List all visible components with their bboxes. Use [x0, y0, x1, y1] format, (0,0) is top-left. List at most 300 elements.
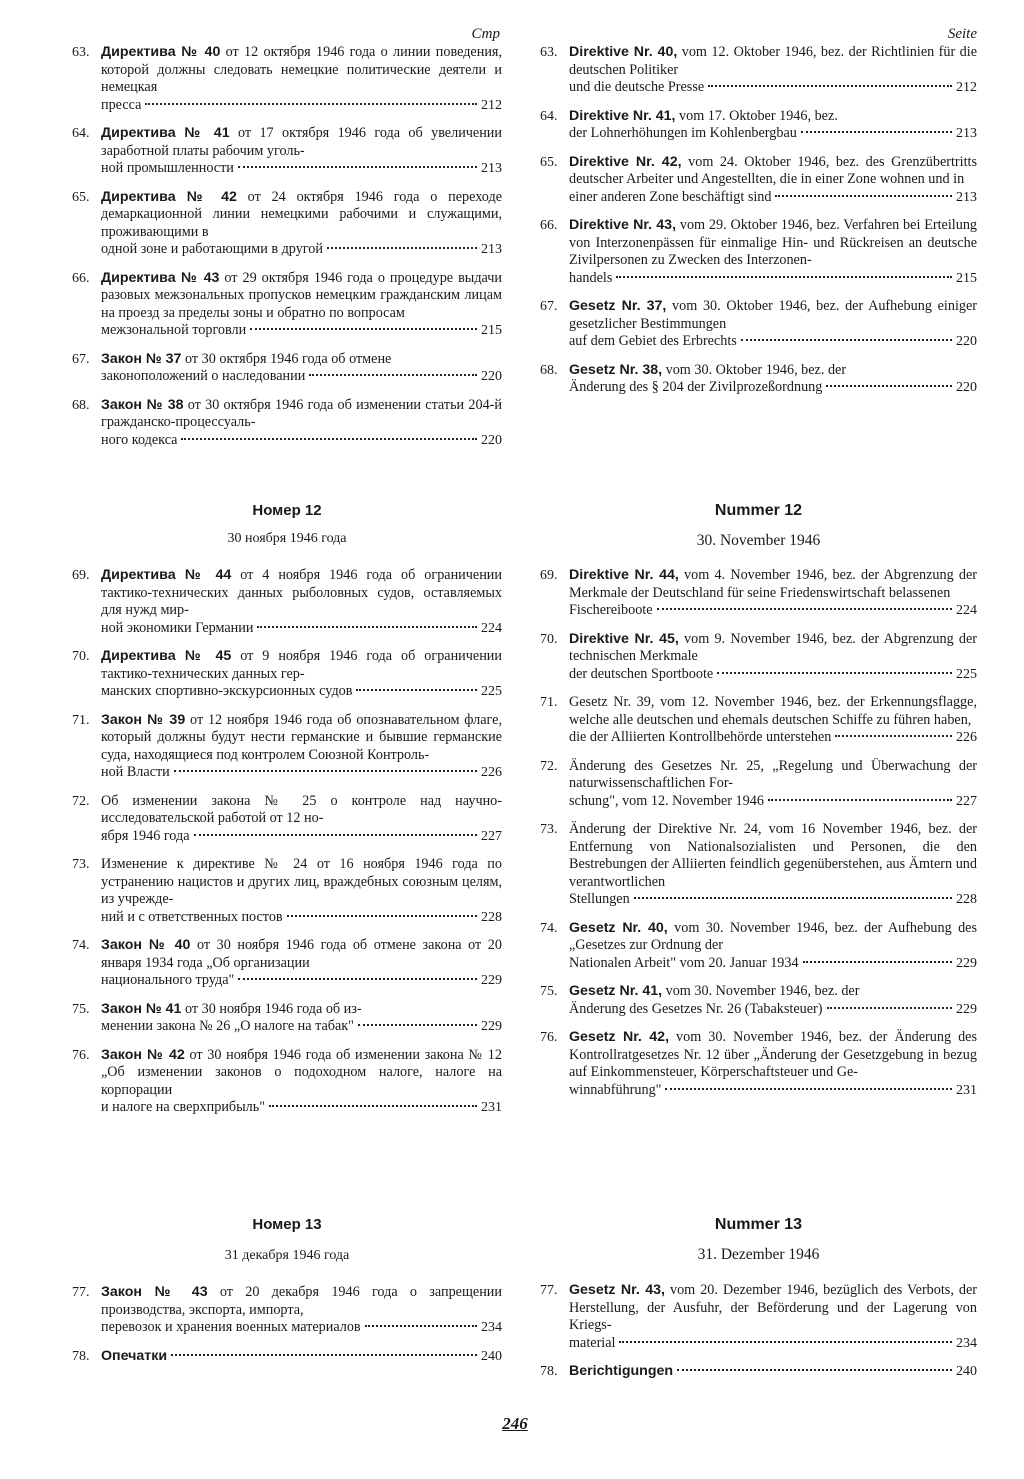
entry-page-number: 240	[956, 1364, 977, 1379]
entry-body: Об изменении закона № 25 о контроле над научно-исследовательской работой от 12 но-	[101, 792, 502, 826]
toc-entry	[540, 920, 977, 973]
entry-tail	[569, 891, 630, 909]
entry-text	[101, 270, 502, 340]
entry-body-wrap	[569, 694, 977, 728]
entry-tail	[101, 1319, 361, 1337]
toc-entry	[72, 567, 502, 637]
entry-tail-text: манских спортивно-экскурсионных судов	[101, 683, 353, 699]
entry-body-wrap	[101, 937, 502, 971]
entry-lead: Закон № 40	[101, 937, 191, 953]
entry-page-number: 224	[481, 620, 502, 636]
entry-tail-text: und die deutsche Presse	[569, 79, 705, 95]
entry-body-wrap	[569, 821, 977, 890]
entry-number: 76.	[72, 1047, 90, 1063]
entry-page-number: 229	[481, 973, 502, 988]
entry-tail-text: ний и с ответственных постов	[101, 908, 283, 925]
entry-lead: Gesetz Nr. 43,	[569, 1282, 665, 1298]
entry-last-line	[101, 620, 502, 638]
entry-text	[569, 1029, 977, 1099]
entry-body: Изменение к директиве № 24 от 16 ноября 1946 года по устранению нацистов и других лиц, враждебных союзным целям, из учрежде-	[101, 856, 502, 907]
entry-body: от 30 ноября 1946 года об из-	[181, 1000, 362, 1017]
dot-leader	[634, 897, 952, 899]
entry-text	[101, 856, 502, 926]
dot-leader	[708, 85, 952, 87]
entry-tail	[101, 909, 283, 927]
entry-page-number: 231	[481, 1100, 502, 1115]
toc-entry	[72, 44, 502, 114]
entry-number: 69.	[540, 568, 558, 583]
entry-text	[569, 154, 977, 207]
entry-body-wrap	[569, 920, 977, 954]
dot-leader	[238, 166, 477, 168]
entry-last-line	[101, 322, 502, 340]
entry-tail	[569, 79, 704, 97]
entry-last-line	[569, 729, 977, 747]
dot-leader	[194, 834, 478, 836]
toc-entry	[72, 270, 502, 340]
entry-last-line	[569, 793, 977, 811]
entry-text	[101, 648, 502, 701]
dot-leader	[717, 672, 952, 674]
entry-tail	[569, 602, 653, 620]
dot-leader	[269, 1105, 477, 1107]
entry-number: 65.	[540, 154, 558, 170]
section-title: Nummer 13	[714, 1216, 803, 1233]
dot-leader	[171, 1354, 477, 1356]
entry-number: 78.	[72, 1348, 90, 1364]
section-title: Номер 12	[252, 502, 322, 519]
entry-lead: Direktive Nr. 42,	[569, 153, 682, 170]
entry-tail	[569, 1001, 823, 1019]
toc-entry	[72, 189, 502, 259]
toc-entry	[540, 1363, 977, 1381]
entry-body: vom 30. November 1946, bez. der	[662, 983, 860, 999]
entry-body: от 9 ноября 1946 года об ограничении тактико-технических данных гер-	[101, 648, 502, 682]
entry-body-wrap	[569, 1029, 977, 1080]
entry-number: 68.	[540, 362, 558, 378]
entry-number: 74.	[540, 920, 558, 936]
dot-leader	[677, 1369, 952, 1371]
entry-body: от 30 ноября 1946 года об отмене закона от 20 января 1934 года „Об организации	[101, 937, 502, 971]
entry-tail	[569, 666, 713, 684]
toc-entry	[540, 154, 977, 207]
dot-leader	[257, 626, 477, 628]
entry-lead: Директива № 43	[101, 269, 220, 286]
dot-leader	[768, 799, 952, 801]
page-column-header: Seite	[947, 26, 977, 42]
dot-leader	[145, 103, 477, 105]
entry-page-number: 227	[481, 828, 502, 844]
entry-tail-text: auf dem Gebiet des Erbrechts	[569, 333, 737, 349]
toc-entry	[72, 1348, 502, 1366]
dot-leader	[309, 374, 477, 376]
entry-body: vom 12. Oktober 1946, bez. der Richtlinien für die deutschen Politiker	[569, 44, 977, 78]
entry-text	[101, 125, 502, 178]
entry-text	[101, 1047, 502, 1117]
toc-entry	[540, 362, 977, 397]
entry-body: от 20 декабря 1946 года о запрещении производства, экспорта, импорта,	[101, 1284, 502, 1318]
entry-lead: Direktive Nr. 41,	[569, 107, 676, 124]
entry-last-line	[569, 79, 977, 97]
dot-leader	[741, 339, 952, 341]
entry-tail-text: менении закона № 26 „О налоге на табак"	[101, 1018, 354, 1034]
entry-tail	[569, 125, 797, 143]
entry-tail-text: schung", vom 12. November 1946	[569, 792, 764, 809]
entry-text	[101, 44, 502, 114]
page-column-header: Стр	[471, 26, 500, 42]
entry-tail	[569, 189, 771, 207]
dot-leader	[803, 961, 952, 963]
dot-leader	[826, 385, 952, 387]
dot-leader	[181, 438, 477, 440]
entry-text	[101, 937, 502, 990]
entry-body: vom 30. November 1946, bez. der Aufhebung des „Gesetzes zur Ordnung der	[569, 919, 977, 953]
entry-body-wrap	[569, 758, 977, 792]
entry-last-line	[569, 379, 977, 397]
entry-page-number: 215	[481, 323, 502, 338]
entry-body-wrap	[101, 189, 502, 240]
entry-page-number: 227	[956, 793, 977, 809]
entry-text	[569, 920, 977, 973]
entry-body-wrap	[101, 1001, 362, 1017]
toc-entry	[72, 1001, 502, 1036]
entry-tail	[101, 828, 190, 846]
entry-last-line	[569, 1363, 977, 1381]
entry-number: 71.	[540, 695, 558, 710]
entry-tail	[569, 270, 612, 288]
dot-leader	[835, 735, 952, 737]
entry-body: vom 30. November 1946, bez. der Änderung des Kontrollratgesetzes Nr. 12 über „Änderung der Gesetzgebung in bezug auf Einkommensteuer, Körperschaftsteuer und Ge-	[569, 1029, 978, 1080]
entry-text	[569, 298, 977, 351]
entry-body-wrap	[101, 270, 502, 321]
entry-list	[72, 1284, 502, 1376]
entry-tail-text: winnabführung"	[569, 1081, 662, 1098]
entry-body: Änderung der Direktive Nr. 24, vom 16 November 1946, bez. der Entfernung von Nationalsozialisten und Personen, die den Bestrebungen der Alliierten feindlich gegenüberstehen, aus Ämtern und verantwortlichen	[569, 821, 977, 890]
entry-body: от 30 октября 1946 года об отмене	[181, 350, 392, 367]
entry-body: vom 30. Oktober 1946, bez. der	[662, 361, 847, 378]
entry-last-line	[569, 270, 977, 288]
entry-body: vom 9. November 1946, bez. der Abgrenzung der technischen Merkmale	[569, 630, 978, 664]
entry-number: 76.	[540, 1030, 558, 1045]
entry-body: vom 20. Dezember 1946, bezüglich des Verbots, der Herstellung, der Ausfuhr, der Beförderung und der Lagerung von Kriegs-	[569, 1282, 978, 1333]
section-date: 31. Dezember 1946	[697, 1246, 820, 1263]
entry-last-line	[101, 160, 502, 178]
entry-text	[101, 1001, 502, 1036]
entry-tail	[569, 333, 737, 351]
entry-body: Änderung des Gesetzes Nr. 25, „Regelung und Überwachung der naturwissenschaftlichen For-	[569, 757, 977, 791]
entry-tail-text: перевозок и хранения военных материалов	[101, 1319, 361, 1335]
entry-lead: Direktive Nr. 43,	[569, 217, 677, 233]
entry-tail-text: der Lohnerhöhungen im Kohlenbergbau	[569, 125, 797, 141]
entry-page-number: 240	[481, 1348, 502, 1364]
entry-body: Gesetz Nr. 39, vom 12. November 1946, bez. der Erkennungsflagge, welche alle deutschen und ehemals deutschen Schiffe zu führen haben,	[569, 694, 977, 728]
entry-body: vom 4. November 1946, bez. der Abgrenzung der Merkmale der Deutschland für seine Friedenswirtschaft belassenen	[569, 567, 978, 601]
entry-number: 63.	[540, 45, 558, 60]
entry-page-number: 224	[956, 603, 977, 618]
entry-last-line	[569, 602, 977, 620]
entry-number: 73.	[72, 857, 90, 872]
entry-tail-text: законоположений о наследовании	[101, 368, 306, 384]
entry-number: 67.	[72, 351, 90, 367]
page-number: 246	[502, 1414, 528, 1433]
entry-body: от 4 ноября 1946 года об ограничении тактико-технических данных рыболовных судов, оставляемых для нужд мир-	[101, 567, 502, 618]
entry-page-number: 229	[481, 1019, 502, 1034]
entry-body: vom 30. Oktober 1946, bez. der Aufhebung einiger gesetzlicher Bestimmungen	[569, 298, 977, 332]
entry-text	[101, 712, 502, 782]
toc-entry	[72, 1047, 502, 1117]
dot-leader	[287, 915, 477, 917]
entry-lead: Gesetz Nr. 41,	[569, 983, 663, 999]
entry-tail	[101, 97, 141, 115]
entry-body-wrap	[101, 397, 502, 431]
section-date: 30 ноября 1946 года	[227, 531, 347, 546]
entry-tail	[101, 683, 352, 701]
entry-last-line	[569, 955, 977, 973]
toc-entry	[540, 108, 977, 143]
entry-text	[569, 217, 977, 287]
entry-lead: Опечатки	[101, 1347, 168, 1364]
entry-lead: Закон № 43	[101, 1284, 208, 1300]
toc-entry	[540, 298, 977, 351]
toc-entry	[540, 217, 977, 287]
entry-number: 70.	[540, 631, 558, 647]
entry-list	[72, 567, 502, 1128]
entry-tail-text: национального труда"	[101, 972, 235, 988]
entry-tail-text: одной зоне и работающими в другой	[101, 241, 323, 257]
entry-number: 75.	[72, 1001, 90, 1017]
entry-tail	[101, 620, 253, 638]
entry-page-number: 231	[956, 1082, 977, 1098]
section-title: Nummer 12	[714, 502, 803, 519]
entry-page-number: 225	[956, 666, 977, 682]
entry-last-line	[101, 432, 502, 450]
entry-text	[101, 189, 502, 259]
entry-body-wrap	[101, 648, 502, 682]
toc-entry	[540, 1029, 977, 1099]
entry-number: 71.	[72, 712, 90, 728]
dot-leader	[619, 1341, 952, 1343]
entry-last-line	[569, 333, 977, 351]
entry-last-line	[101, 368, 502, 386]
entry-page-number: 220	[481, 369, 502, 384]
entry-tail-text: и налоге на сверхприбыль"	[101, 1099, 266, 1115]
entry-page-number: 220	[956, 380, 977, 395]
toc-entry	[540, 1282, 977, 1352]
entry-list	[72, 44, 502, 460]
entry-last-line	[101, 828, 502, 846]
entry-text	[569, 567, 977, 620]
entry-body: от 12 октября 1946 года о линии поведения, которой должны следовать немецкие политические деятели и немецкая	[101, 44, 502, 95]
entry-page-number: 213	[481, 161, 502, 176]
entry-number: 68.	[72, 397, 90, 413]
entry-lead: Директива № 44	[101, 567, 232, 583]
toc-entry	[540, 631, 977, 684]
entry-page-number: 229	[956, 1001, 977, 1017]
entry-tail	[101, 368, 305, 386]
entry-lead: Gesetz Nr. 40,	[569, 919, 668, 936]
entry-body-wrap	[101, 351, 391, 367]
toc-entry	[72, 648, 502, 701]
entry-tail	[569, 1335, 615, 1353]
entry-text	[569, 1363, 977, 1381]
entry-body-wrap	[569, 983, 859, 999]
entry-text	[569, 108, 977, 143]
entry-tail-text: Nationalen Arbeit" vom 20. Januar 1934	[569, 954, 799, 971]
entry-lead: Direktive Nr. 44,	[569, 567, 679, 583]
entry-list	[540, 44, 977, 408]
entry-page-number: 234	[481, 1320, 502, 1335]
entry-page-number: 234	[956, 1335, 977, 1351]
toc-entry	[540, 694, 977, 747]
entry-page-number: 220	[956, 334, 977, 349]
entry-last-line	[569, 891, 977, 909]
section-date: 30. November 1946	[696, 532, 821, 549]
entry-lead: Закон № 42	[101, 1046, 185, 1063]
entry-last-line	[101, 241, 502, 259]
entry-tail	[101, 972, 234, 990]
entry-number: 77.	[540, 1283, 558, 1298]
entry-lead: Директива № 42	[101, 188, 237, 205]
entry-last-line	[569, 1001, 977, 1019]
entry-number: 74.	[72, 938, 90, 953]
entry-lead: Директива № 41	[101, 125, 230, 141]
entry-tail	[569, 793, 764, 811]
toc-entry	[72, 712, 502, 782]
dot-leader	[665, 1088, 952, 1090]
entry-tail-text: межзональной торговли	[101, 322, 247, 338]
entry-number: 77.	[72, 1285, 90, 1300]
entry-lead: Direktive Nr. 40,	[569, 44, 678, 60]
entry-list	[540, 1282, 977, 1392]
entry-tail	[101, 1018, 354, 1036]
entry-body-wrap	[569, 44, 977, 78]
entry-body: vom 24. Oktober 1946, bez. des Grenzübertritts deutscher Arbeiter und Angestellten, die in einer Zone wohnen und in	[569, 153, 978, 187]
entry-lead: Закон № 41	[101, 1000, 182, 1017]
dot-leader	[801, 131, 952, 133]
entry-page-number: 212	[481, 97, 502, 113]
entry-lead: Gesetz Nr. 37,	[569, 298, 667, 314]
entry-page-number: 229	[956, 955, 977, 971]
entry-tail-text: Fischereiboote	[569, 602, 653, 618]
entry-body-wrap	[101, 44, 502, 95]
entry-text	[569, 983, 977, 1018]
entry-tail-text: die der Alliierten Kontrollbehörde unterstehen	[569, 729, 832, 745]
entry-last-line	[569, 125, 977, 143]
entry-body-wrap	[569, 154, 977, 188]
entry-number: 70.	[72, 649, 90, 664]
entry-list	[540, 567, 977, 1110]
entry-page-number: 212	[956, 80, 977, 95]
entry-number: 66.	[540, 218, 558, 233]
entry-body-wrap	[101, 125, 502, 159]
entry-text	[101, 1284, 502, 1337]
entry-lead: Закон № 39	[101, 711, 186, 728]
entry-text	[101, 1348, 502, 1366]
toc-entry	[72, 937, 502, 990]
entry-tail	[101, 1348, 167, 1366]
entry-text	[101, 351, 502, 386]
entry-page-number: 220	[481, 432, 502, 448]
entry-number: 75.	[540, 984, 558, 999]
entry-tail-text: einer anderen Zone beschäftigt sind	[569, 188, 772, 205]
toc-entry	[540, 821, 977, 909]
entry-tail-text: handels	[569, 269, 613, 286]
toc-entry	[72, 397, 502, 450]
entry-tail-text: ной Власти	[101, 764, 170, 780]
entry-last-line	[569, 1335, 977, 1353]
entry-tail-text: пресса	[101, 96, 142, 113]
dot-leader	[657, 608, 952, 610]
entry-tail-text: ной экономики Германии	[101, 619, 254, 636]
toc-entry	[72, 1284, 502, 1337]
entry-lead: Закон № 37	[101, 350, 182, 367]
entry-text	[101, 397, 502, 450]
entry-last-line	[569, 189, 977, 207]
toc-entry	[540, 567, 977, 620]
entry-number: 72.	[540, 758, 558, 774]
entry-last-line	[101, 97, 502, 115]
entry-tail-text: ября 1946 года	[101, 827, 190, 844]
entry-tail	[569, 379, 822, 397]
entry-lead: Gesetz Nr. 38,	[569, 361, 663, 378]
entry-page-number: 225	[481, 684, 502, 699]
entry-tail	[101, 432, 177, 450]
entry-text	[569, 362, 977, 397]
dot-leader	[238, 978, 477, 980]
entry-last-line	[101, 1348, 502, 1366]
entry-body: от 17 октября 1946 года об увеличении заработной платы рабочим уголь-	[101, 125, 502, 159]
entry-page-number: 228	[956, 892, 977, 907]
entry-number: 64.	[72, 126, 90, 141]
entry-body-wrap	[101, 1047, 502, 1098]
dot-leader	[827, 1007, 952, 1009]
toc-entry	[72, 793, 502, 846]
entry-body: vom 17. Oktober 1946, bez.	[675, 107, 838, 124]
entry-number: 66.	[72, 270, 90, 286]
entry-number: 64.	[540, 108, 558, 124]
entry-tail-text: ного кодекса	[101, 431, 178, 448]
entry-body: vom 29. Oktober 1946, bez. Verfahren bei Erteilung von Interzonenpässen für einmalige Hin- und Rückreisen an deutsche Zivilpersonen zu Zwecken des Interzonen-	[569, 217, 978, 268]
entry-tail	[569, 729, 831, 747]
entry-last-line	[101, 1319, 502, 1337]
entry-tail-text: material	[569, 1334, 616, 1351]
entry-page-number: 226	[956, 730, 977, 745]
entry-body-wrap	[569, 631, 977, 665]
entry-number: 73.	[540, 822, 558, 837]
entry-number: 63.	[72, 45, 90, 60]
entry-last-line	[569, 1082, 977, 1100]
entry-tail-text: Änderung des § 204 der Zivilprozeßordnung	[569, 379, 823, 395]
entry-body: от 30 октября 1946 года об изменении статьи 204-й гражданско-процессуаль-	[101, 396, 502, 430]
dot-leader	[358, 1024, 477, 1026]
entry-body-wrap	[101, 856, 502, 907]
entry-tail-text: der deutschen Sportboote	[569, 665, 714, 682]
entry-number: 67.	[540, 299, 558, 314]
entry-body: от 30 ноября 1946 года об изменении закона № 12 „Об изменении законов о подоходном налоге, налоге на корпорации	[101, 1046, 502, 1098]
entry-tail	[569, 1363, 673, 1381]
section-date: 31 декабря 1946 года	[224, 1248, 350, 1263]
entry-number: 69.	[72, 568, 90, 583]
entry-body-wrap	[569, 217, 977, 268]
entry-number: 72.	[72, 793, 90, 809]
entry-last-line	[101, 909, 502, 927]
entry-tail	[101, 241, 323, 259]
entry-page-number: 226	[481, 765, 502, 780]
entry-text	[101, 793, 502, 846]
entry-body-wrap	[101, 712, 502, 763]
dot-leader	[616, 276, 952, 278]
entry-tail-text: Stellungen	[569, 891, 630, 907]
